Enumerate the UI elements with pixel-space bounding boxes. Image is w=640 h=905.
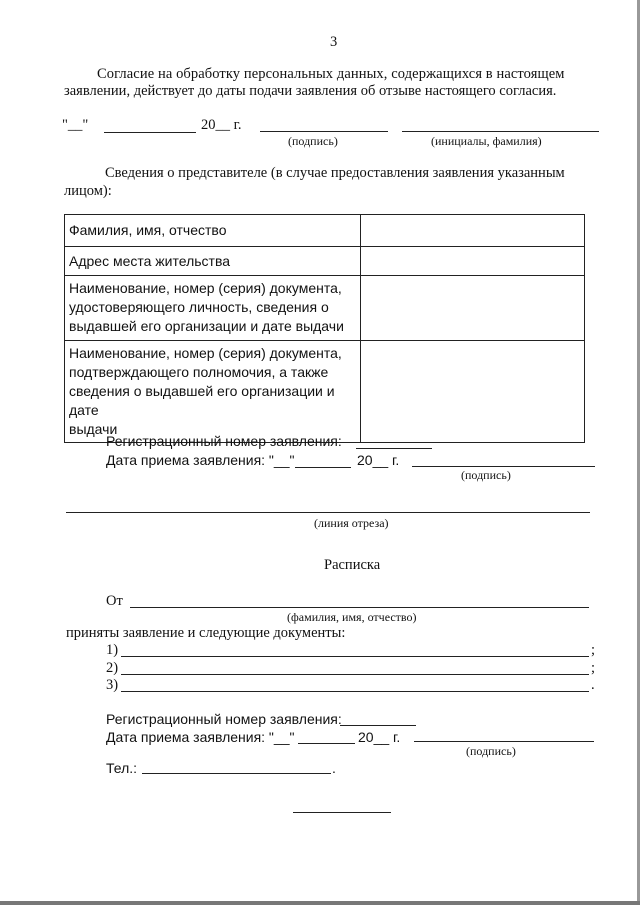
- table-label-authority-document: [65, 341, 361, 443]
- acceptance-signature-line[interactable]: [412, 466, 595, 467]
- representative-heading-line-2: лицом):: [64, 183, 112, 199]
- table-row: [65, 247, 585, 276]
- signature-line[interactable]: [260, 131, 388, 132]
- receipt-title: Расписка: [324, 557, 381, 573]
- initials-caption: (инициалы, фамилия): [431, 134, 542, 148]
- table-value-identity-document[interactable]: [360, 276, 584, 341]
- acceptance-date-label: Дата приема заявления: "__": [106, 452, 295, 468]
- receipt-item-number: 2): [106, 660, 119, 676]
- cut-line: [66, 512, 590, 513]
- table-label-address: Адрес места жительства: [65, 247, 361, 276]
- receipt-from-line[interactable]: [130, 607, 589, 608]
- table-row: [65, 341, 585, 443]
- acceptance-date-year: 20__ г.: [357, 452, 400, 468]
- table-label-text: подтверждающего полномочия, а также: [69, 364, 329, 380]
- receipt-phone-end: .: [332, 760, 336, 776]
- receipt-date-label: Дата приема заявления: "__": [106, 729, 295, 745]
- acceptance-signature-caption: (подпись): [461, 468, 511, 482]
- table-label-text: Наименование, номер (серия) документа,: [69, 345, 342, 361]
- receipt-item-end: ;: [591, 660, 596, 676]
- receipt-registration-number-line[interactable]: [340, 725, 416, 726]
- consent-line-2: заявлении, действует до даты подачи заявления об отзыве настоящего согласия.: [64, 83, 557, 99]
- registration-number-line[interactable]: [356, 448, 432, 449]
- receipt-item-line-1[interactable]: [121, 656, 589, 657]
- table-label-full-name: Фамилия, имя, отчество: [65, 215, 361, 247]
- receipt-signature-caption: (подпись): [466, 744, 516, 758]
- receipt-item-number: 3): [106, 677, 119, 693]
- closing-rule: [293, 812, 391, 813]
- table-label-text: Наименование, номер (серия) документа,: [69, 280, 342, 296]
- receipt-date-year: 20__ г.: [358, 729, 401, 745]
- receipt-item-end: ;: [591, 642, 596, 658]
- receipt-registration-number-label: Регистрационный номер заявления:: [106, 711, 342, 727]
- table-label-text: выдавшей его организации и дате выдачи: [69, 318, 344, 334]
- signature-date-day: "__": [62, 117, 89, 133]
- table-label-identity-document: [65, 276, 361, 341]
- page-number: 3: [330, 34, 338, 50]
- receipt-item-line-2[interactable]: [121, 674, 589, 675]
- registration-number-label: Регистрационный номер заявления:: [106, 433, 342, 449]
- table-label-text: удостоверяющего личность, сведения о: [69, 299, 329, 315]
- receipt-from-label: От: [106, 593, 123, 609]
- receipt-item-number: 1): [106, 642, 119, 658]
- acceptance-date-month-line[interactable]: [295, 467, 351, 468]
- receipt-signature-line[interactable]: [414, 741, 594, 742]
- receipt-item-end: .: [591, 677, 595, 693]
- receipt-accepted-label: приняты заявление и следующие документы:: [66, 625, 346, 641]
- table-value-authority-document[interactable]: [360, 341, 584, 443]
- cut-line-caption: (линия отреза): [314, 516, 389, 530]
- representative-heading-line-1: Сведения о представителе (в случае предоставления заявления указанным: [105, 165, 565, 181]
- table-value-address[interactable]: [360, 247, 584, 276]
- receipt-item-line-3[interactable]: [121, 691, 589, 692]
- receipt-phone-label: Тел.:: [106, 760, 138, 776]
- table-label-text: выдачи: [69, 421, 118, 437]
- table-row: [65, 276, 585, 341]
- table-value-full-name[interactable]: [360, 215, 584, 247]
- consent-line-1: Согласие на обработку персональных данных, содержащихся в настоящем: [97, 66, 565, 82]
- initials-line[interactable]: [402, 131, 599, 132]
- representative-table: [64, 214, 585, 443]
- table-label-text: сведения о выдавшей его организации и дате: [69, 383, 335, 418]
- page-edge-bottom: [0, 901, 640, 905]
- signature-date-month-line[interactable]: [104, 132, 196, 133]
- signature-caption: (подпись): [288, 134, 338, 148]
- signature-date-year: 20__ г.: [201, 117, 242, 133]
- receipt-from-caption: (фамилия, имя, отчество): [287, 610, 417, 624]
- receipt-phone-line[interactable]: [142, 773, 331, 774]
- table-row: [65, 215, 585, 247]
- receipt-date-month-line[interactable]: [298, 743, 355, 744]
